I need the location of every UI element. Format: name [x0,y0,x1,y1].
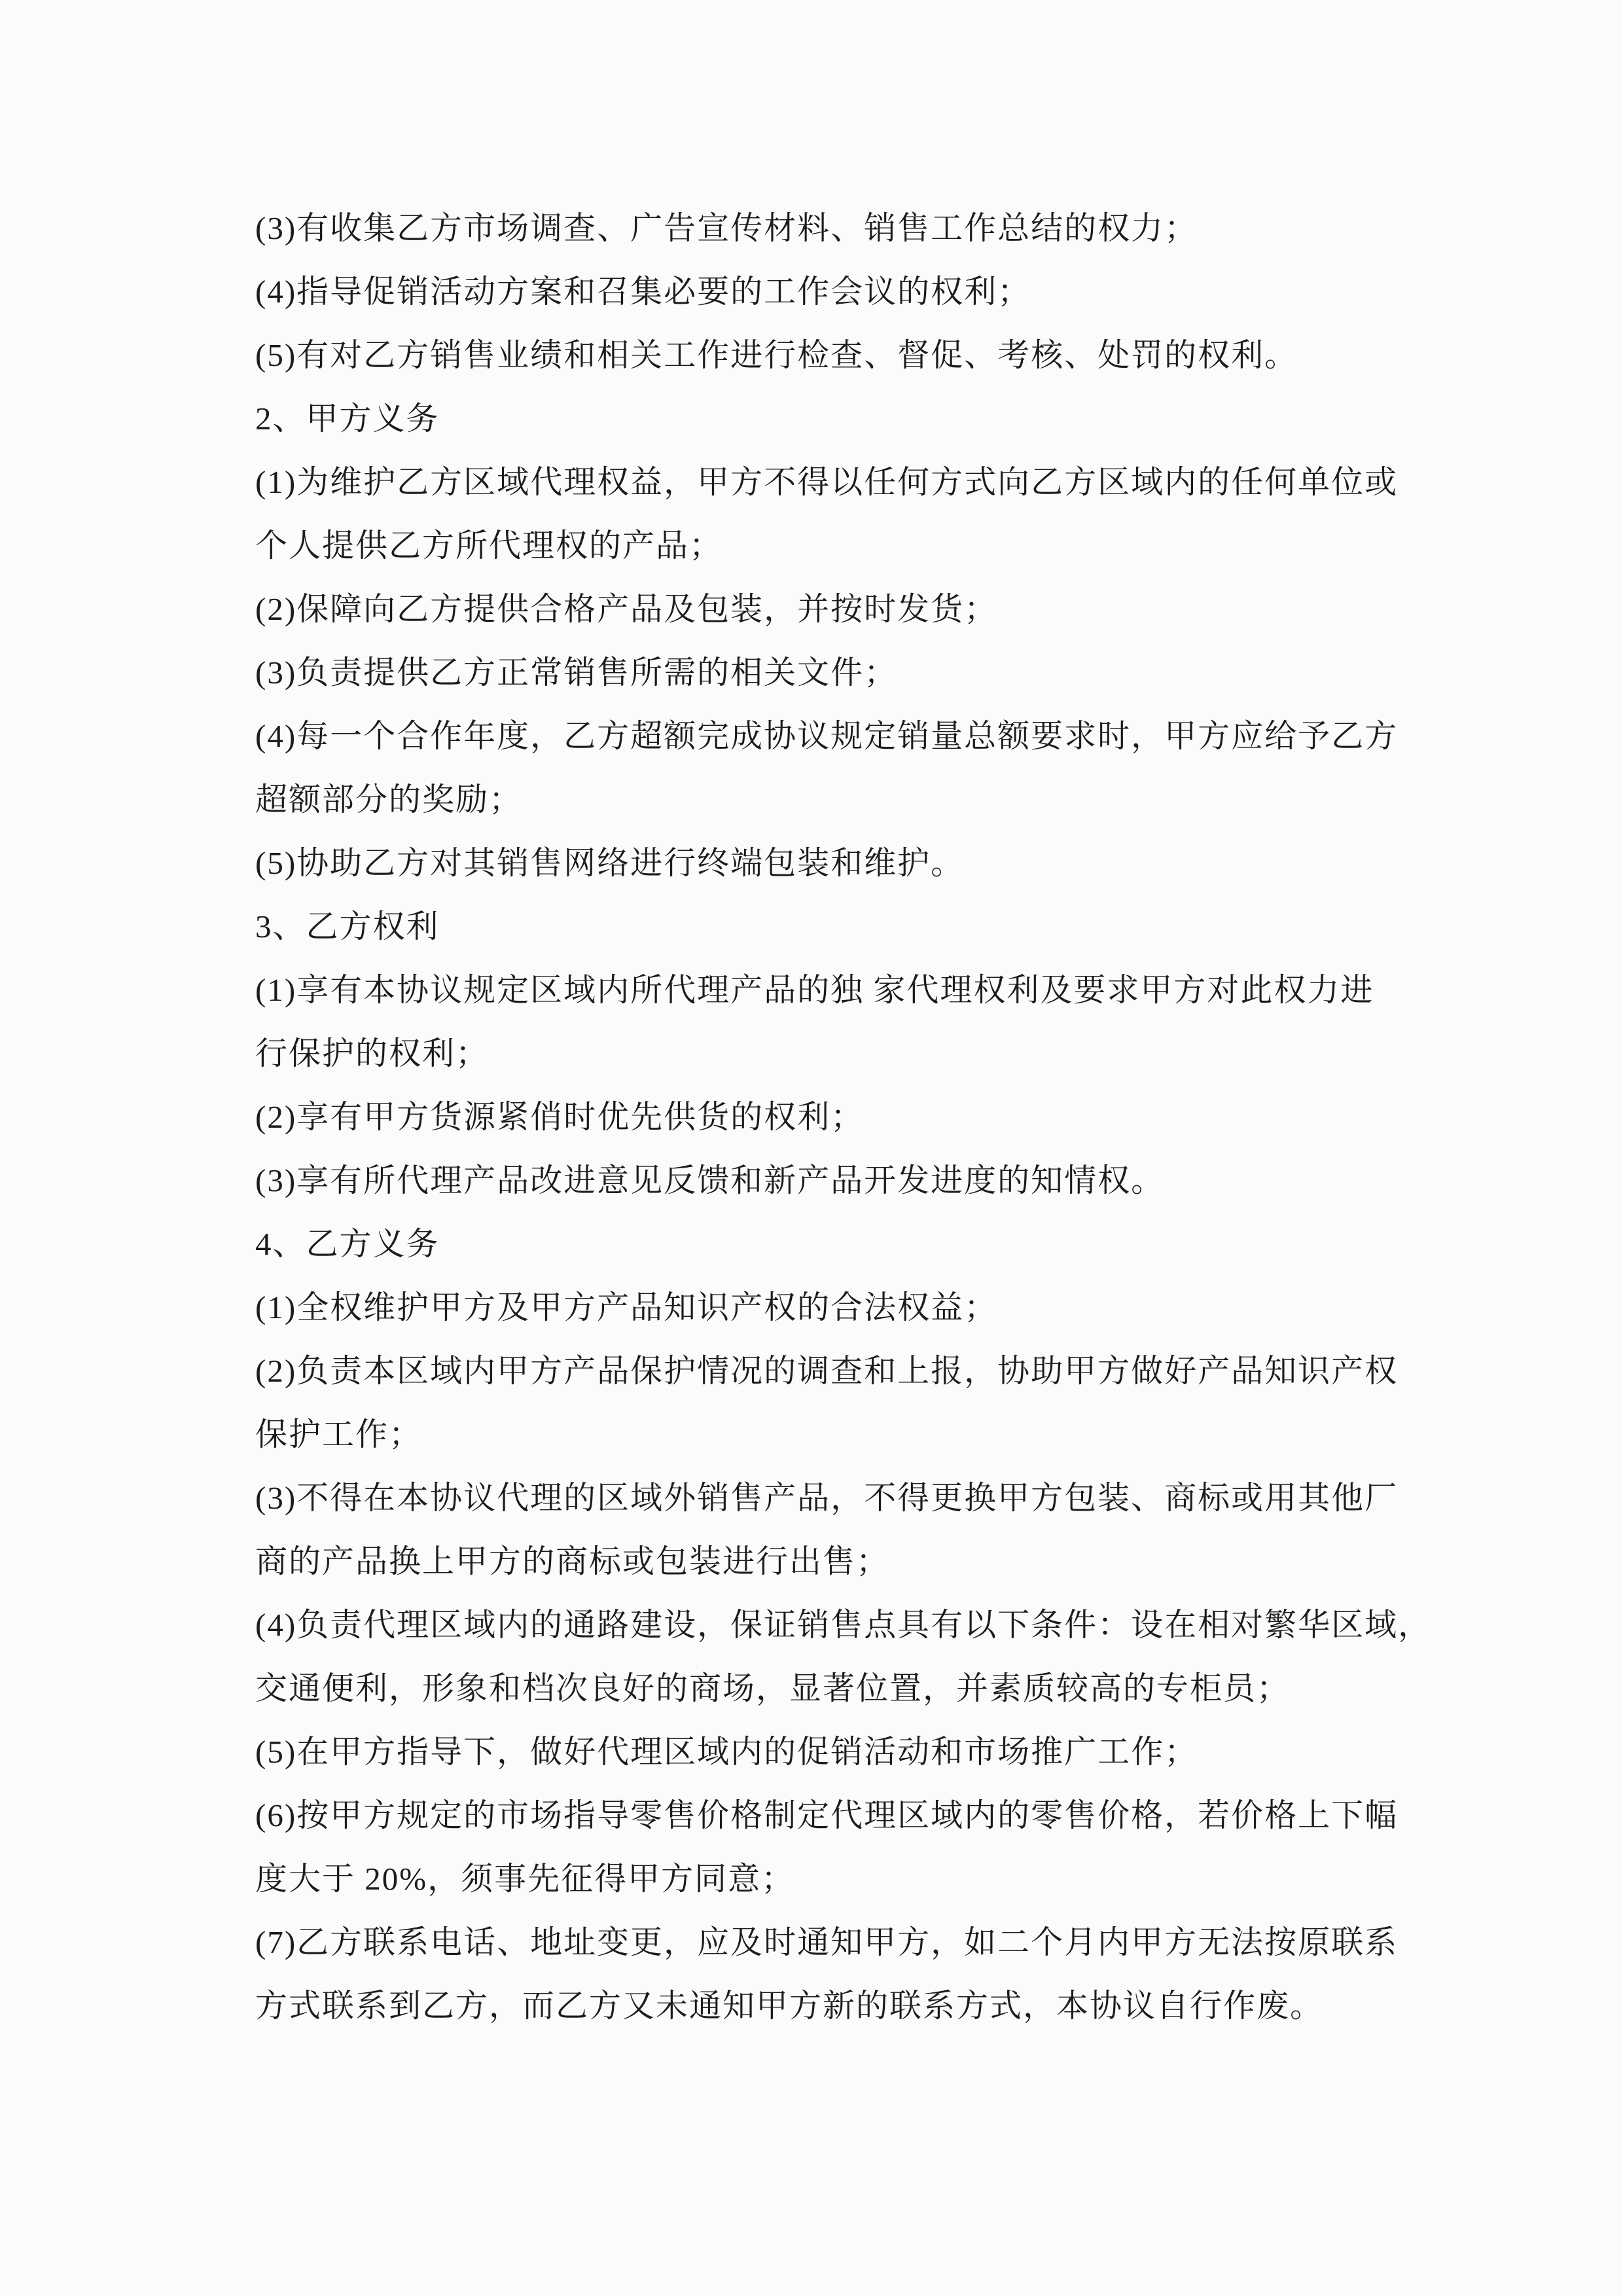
document-line: (4)负责代理区域内的通路建设，保证销售点具有以下条件：设在相对繁华区域， [255,1607,1432,1643]
document-line: 交通便利，形象和档次良好的商场，显著位置，并素质较高的专柜员； [255,1670,1291,1706]
document-line: (2)享有甲方货源紧俏时优先供货的权利； [255,1099,865,1135]
document-line: (3)有收集乙方市场调查、广告宣传材料、销售工作总结的权力； [255,210,1198,246]
contract-text-block [255,196,1432,2037]
document-line: 度大于 20%，须事先征得甲方同意； [255,1861,795,1897]
document-line: (1)全权维护甲方及甲方产品知识产权的合法权益； [255,1289,998,1325]
document-line: (2)负责本区域内甲方产品保护情况的调查和上报，协助甲方做好产品知识产权 [255,1353,1399,1389]
document-line: (4)指导促销活动方案和召集必要的工作会议的权利； [255,274,1031,310]
document-line: (2)保障向乙方提供合格产品及包装，并按时发货； [255,591,998,627]
document-line: 2、甲方义务 [255,401,440,437]
document-line: (3)负责提供乙方正常销售所需的相关文件； [255,655,898,691]
document-line: (5)协助乙方对其销售网络进行终端包装和维护。 [255,845,965,881]
document-line: 4、乙方义务 [255,1226,440,1262]
document-line: (5)在甲方指导下，做好代理区域内的促销活动和市场推广工作； [255,1734,1198,1770]
document-line: (6)按甲方规定的市场指导零售价格制定代理区域内的零售价格，若价格上下幅 [255,1797,1399,1833]
document-line: 超额部分的奖励； [255,781,523,817]
document-line: 行保护的权利； [255,1035,490,1071]
document-line: 商的产品换上甲方的商标或包装进行出售； [255,1543,890,1579]
document-line: (1)为维护乙方区域代理权益，甲方不得以任何方式向乙方区域内的任何单位或 [255,464,1399,500]
document-line: (3)享有所代理产品改进意见反馈和新产品开发进度的知情权。 [255,1162,1165,1198]
document-line: (7)乙方联系电话、地址变更，应及时通知甲方，如二个月内甲方无法按原联系 [255,1924,1399,1960]
document-line: 保护工作； [255,1416,423,1452]
document-line: (1)享有本协议规定区域内所代理产品的独 家代理权利及要求甲方对此权力进 [255,972,1374,1008]
document-line: (5)有对乙方销售业绩和相关工作进行检查、督促、考核、处罚的权利。 [255,337,1298,373]
document-line: 个人提供乙方所代理权的产品； [255,528,723,564]
document-line: (4)每一个合作年度，乙方超额完成协议规定销量总额要求时，甲方应给予乙方 [255,718,1399,754]
document-line: 方式联系到乙方，而乙方又未通知甲方新的联系方式，本协议自行作废。 [255,1988,1324,2024]
document-line: 3、乙方权利 [255,908,440,944]
document-line: (3)不得在本协议代理的区域外销售产品，不得更换甲方包装、商标或用其他厂 [255,1480,1399,1516]
